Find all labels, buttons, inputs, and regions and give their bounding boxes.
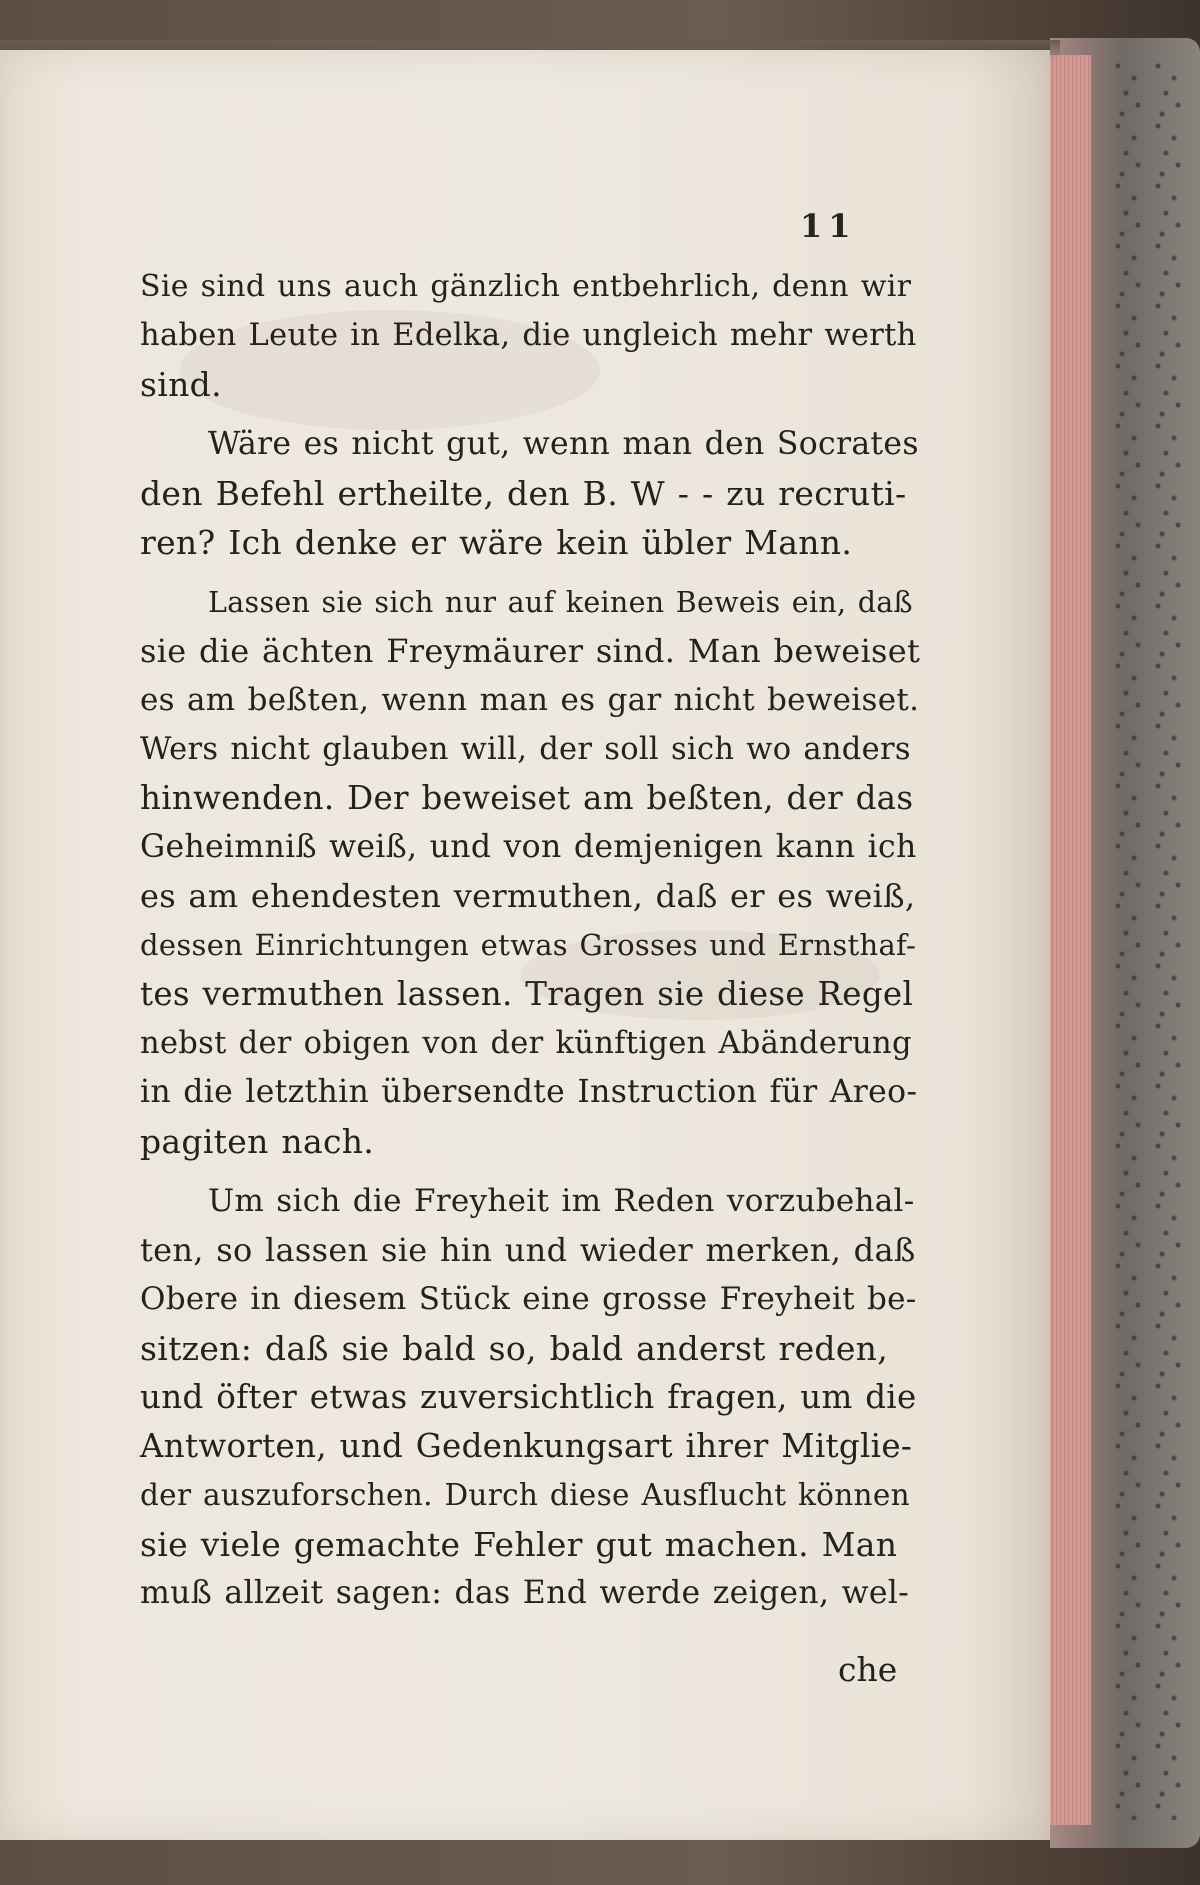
cover-texture (1110, 60, 1190, 1820)
text-line: ten, so lassen sie hin und wieder merken, daß (140, 1231, 916, 1269)
text-line: in die letzthin übersendte Instruction für Areo- (140, 1074, 918, 1110)
text-line: Wers nicht glauben will, der soll sich wo anders (140, 732, 911, 767)
text-line: Sie sind uns auch gänzlich entbehrlich, denn wir (140, 269, 912, 304)
text-line: haben Leute in Edelka, die ungleich mehr werth (140, 318, 917, 353)
text-line: sind. (140, 365, 222, 404)
text-line: sitzen: daß sie bald so, bald anderst reden, (140, 1329, 889, 1368)
text-line: nebst der obigen von der künftigen Abänderung (140, 1026, 912, 1061)
paragraph (140, 262, 920, 409)
text-line: Obere in diesem Stück eine grosse Freyheit be- (140, 1281, 917, 1317)
paragraph (140, 1177, 920, 1618)
text-line: sie viele gemachte Fehler gut machen. Man (140, 1525, 898, 1564)
text-line: sie die ächten Freymäurer sind. Man beweiset (140, 632, 921, 670)
text-line: Geheimniß weiß, und von demjenigen kann ich (140, 829, 917, 865)
text-line: tes vermuthen lassen. Tragen sie diese Regel (140, 975, 914, 1013)
text-line: Lassen sie sich nur auf keinen Beweis ein, daß (208, 586, 913, 619)
text-line: Antworten, und Gedenkungsart ihrer Mitglie- (140, 1427, 913, 1465)
paragraph (140, 578, 920, 1166)
text-line: ren? Ich denke er wäre kein übler Mann. (140, 523, 853, 562)
text-line: hinwenden. Der beweiset am beßten, der das (140, 779, 914, 817)
page-text (140, 262, 920, 1618)
text-line: und öfter etwas zuversichtlich fragen, um die (140, 1378, 917, 1416)
text-line: es am beßten, wenn man es gar nicht beweiset. (140, 682, 920, 718)
text-line: muß allzeit sagen: das End werde zeigen, wel- (140, 1575, 910, 1611)
text-line: es am ehendesten vermuthen, daß er es weiß, (140, 877, 916, 915)
catchword: che (838, 1650, 898, 1689)
text-line: der auszuforschen. Durch diese Ausflucht können (140, 1478, 910, 1512)
text-line: Wäre es nicht gut, wenn man den Socrates (208, 426, 919, 462)
text-line: dessen Einrichtungen etwas Grosses und Ernsthaf- (140, 928, 917, 962)
paragraph (140, 420, 920, 567)
text-line: pagiten nach. (140, 1122, 375, 1161)
page-number: 11 (800, 207, 857, 245)
text-line: Um sich die Freyheit im Reden vorzubehal- (208, 1183, 915, 1219)
text-line: den Befehl ertheilte, den B. W - - zu recruti- (140, 474, 907, 513)
